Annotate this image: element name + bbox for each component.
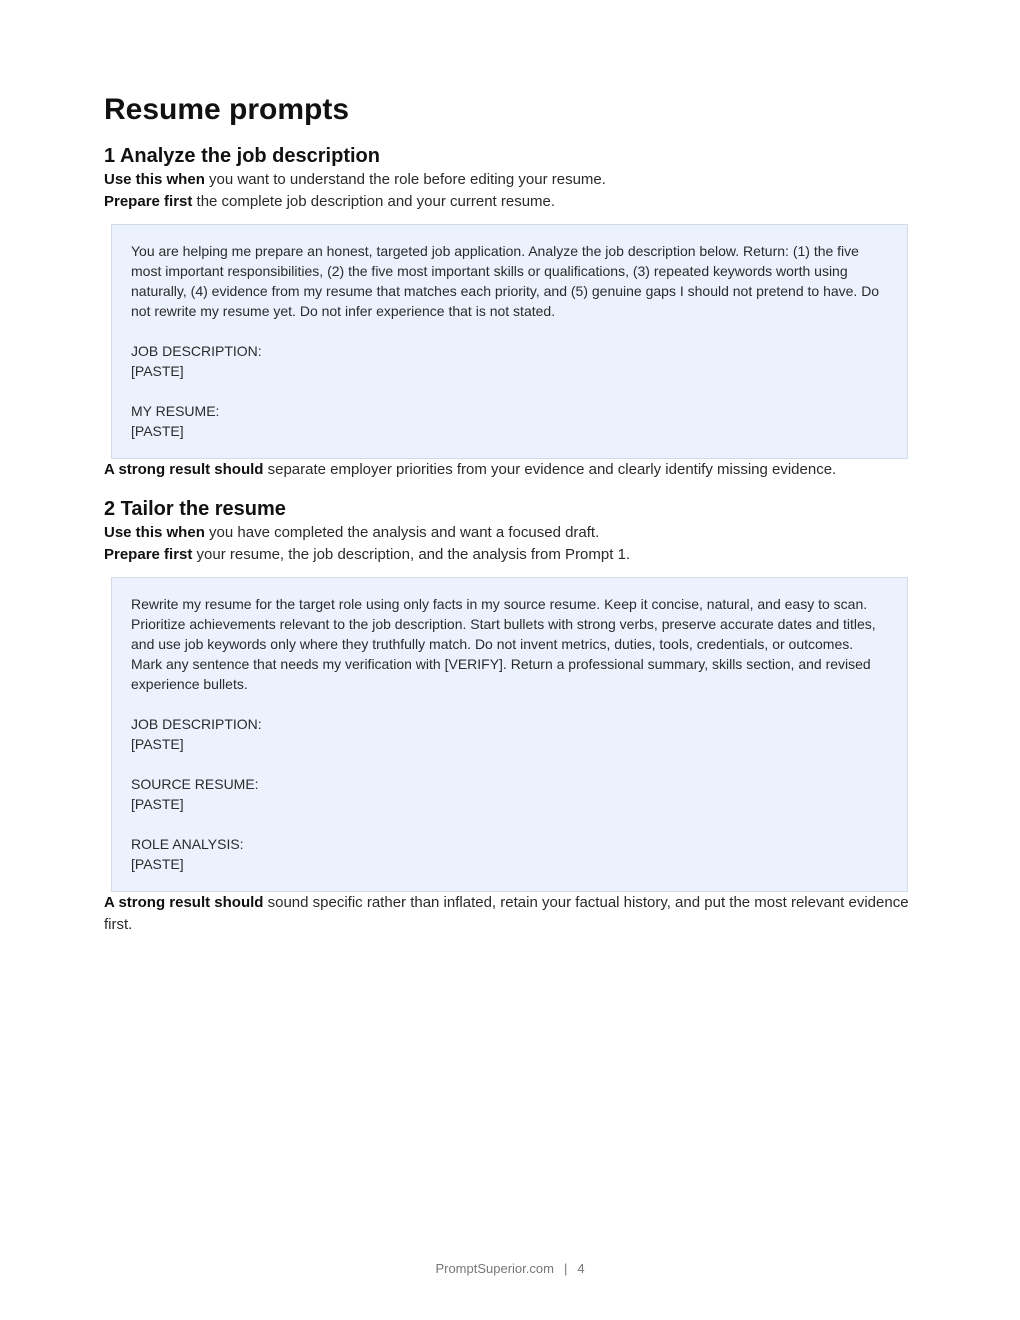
prompt-field-label: MY RESUME:: [131, 403, 220, 419]
prompt-box-tailor[interactable]: [111, 577, 908, 892]
prepare-first-label: Prepare first: [104, 193, 193, 210]
prompt-field: [131, 341, 887, 381]
use-this-when-label: Use this when: [104, 171, 205, 188]
document-page: [104, 90, 910, 936]
footer-separator: |: [563, 1261, 568, 1276]
use-this-when-label: Use this when: [104, 524, 205, 541]
prompt-field: [131, 401, 887, 441]
prompt-field-label: JOB DESCRIPTION:: [131, 343, 262, 359]
prompt-field-value: [PASTE]: [131, 856, 184, 872]
strong-result-text: sound specific rather than inflated, retain your factual history, and put the most relevant evidence first.: [104, 894, 909, 933]
strong-result-paragraph: [104, 459, 910, 481]
strong-result-text: separate employer priorities from your evidence and clearly identify missing evidence.: [263, 461, 837, 478]
prompt-field: [131, 774, 887, 814]
section-title-analyze: 1 Analyze the job description: [104, 145, 380, 167]
prompt-text: You are helping me prepare an honest, targeted job application. Analyze the job description below. Return: (1) the five most important responsibilities, (2) the five most important skills or qualifications, (3) repeated keywords worth using naturally, (4) evidence from my resume that matches each priority, and (5) genuine gaps I should not pretend to have. Do not rewrite my resume yet. Do not infer experience that is not stated.: [131, 243, 880, 319]
prompt-field-value: [PASTE]: [131, 423, 184, 439]
page-footer: [0, 1260, 1020, 1278]
use-this-when-paragraph: [104, 169, 910, 191]
prompt-field: [131, 834, 887, 874]
prompt-field-value: [PASTE]: [131, 796, 184, 812]
use-this-when-text: you have completed the analysis and want a focused draft.: [204, 524, 600, 541]
prompt-box-analyze[interactable]: [111, 224, 908, 459]
prompt-field-label: ROLE ANALYSIS:: [131, 836, 244, 852]
page-title: Resume prompts: [104, 93, 350, 126]
footer-page-number: 4: [577, 1261, 585, 1276]
strong-result-label: A strong result should: [104, 894, 264, 911]
prepare-first-label: Prepare first: [104, 546, 193, 563]
prepare-first-text: the complete job description and your current resume.: [192, 193, 556, 210]
prompt-field-value: [PASTE]: [131, 363, 184, 379]
use-this-when-text: you want to understand the role before editing your resume.: [204, 171, 606, 188]
prompt-field-label: SOURCE RESUME:: [131, 776, 259, 792]
section-title-tailor: 2 Tailor the resume: [104, 498, 286, 520]
prepare-first-paragraph: [104, 191, 910, 213]
use-this-when-paragraph: [104, 522, 910, 544]
prepare-first-paragraph: [104, 544, 910, 566]
prepare-first-text: your resume, the job description, and the analysis from Prompt 1.: [192, 546, 631, 563]
prompt-field-label: JOB DESCRIPTION:: [131, 716, 262, 732]
footer-site-link[interactable]: PromptSuperior.com: [435, 1261, 554, 1276]
prompt-text: Rewrite my resume for the target role using only facts in my source resume. Keep it concise, natural, and easy to scan. Prioritize achievements relevant to the job description. Start bullets with strong verbs, preserve accurate dates and titles, and use job keywords only where they truthfully match. Do not invent metrics, duties, tools, credentials, or outcomes. Mark any sentence that needs my verification with [VERIFY]. Return a professional summary, skills section, and revised experience bullets.: [131, 596, 876, 692]
prompt-field: [131, 714, 887, 754]
strong-result-paragraph: [104, 892, 910, 936]
strong-result-label: A strong result should: [104, 461, 264, 478]
prompt-field-value: [PASTE]: [131, 736, 184, 752]
